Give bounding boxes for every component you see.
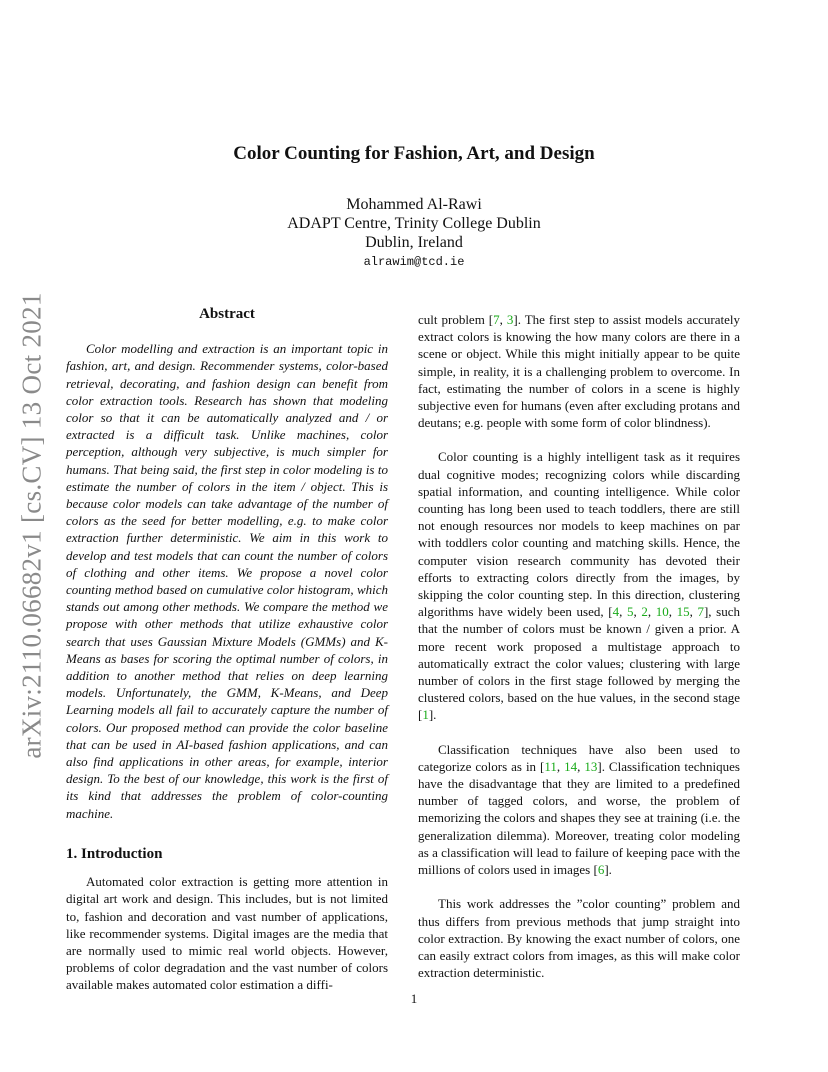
citation-link[interactable]: 11: [544, 758, 557, 774]
text-run: Color counting is a highly intelligent task as it requires dual cognitive modes; recognizing colors while discarding spatial information, and counting intelligence. While color counting has long been used to teach toddlers, there are still not enough resources nor models to keep machines on par with toddlers color counting and matching skills. Hence, the computer vision research community has devoted their efforts to extracting colors directly from the images, by skipping the color counting step. In this direction, clustering algorithms have widely been used, [: [418, 449, 740, 620]
abstract-heading: Abstract: [199, 306, 255, 322]
citation-link[interactable]: 5: [626, 604, 634, 620]
author-location: Dublin, Ireland: [365, 234, 463, 251]
text-run: ]. Classification techniques have the disadvantage that they are limited to a predefined number of tagged colors, and worse, the problem of memorizing the colors and shapes they see at training (i.e. the generalization dilemma). Moreover, treating color modeling as a classification will lead to failure of keeping pace with the millions of colors used in images [: [418, 758, 740, 878]
citation-link[interactable]: 3: [506, 312, 514, 327]
text-run: ].: [604, 862, 612, 878]
citation-link[interactable]: 10: [655, 604, 669, 620]
citation-link[interactable]: 13: [584, 758, 598, 774]
citation-separator: ,: [499, 312, 507, 327]
author-name: Mohammed Al-Rawi: [346, 196, 482, 213]
citation-link[interactable]: 4: [612, 604, 620, 620]
text-run: ]. The first step to assist models accurately extract colors is knowing the how many colors are there in a scene or object. While this might initially appear to be quite simple, in reality, it is a challenging problem to overcome. In fact, estimating the number of colors in a scene is highly subjective even for humans (even after excluding protans and deutans; e.g. people with some form of color blindness).: [418, 312, 741, 431]
arxiv-sidebar-identifier: [10, 290, 54, 760]
intro-paragraph-1-continued: [418, 311, 740, 431]
intro-paragraph-3: Classification techniques have also been used to categorize colors as in [11, 14, 13]. Classification techniques have the disadvantage that they are limited to a predefined number of tagged colors, and worse, the problem of memorizing the colors and shapes they see at training (i.e. the generalization dilemma). Moreover, treating color modeling as a classification will lead to failure of keeping pace with the millions of colors used in images [6].: [418, 741, 740, 878]
citation-link[interactable]: 7: [493, 312, 500, 327]
text-run: ], such that the number of colors must be known / given a prior. A more recent work proposed a multistage approach to automatically extract the color values; clustering with large number of colors in the first stage followed by merging the clustered colors, based on the hue values, in the second stage [: [418, 604, 740, 723]
text-run: Classification techniques have also been used to categorize colors as in [: [418, 741, 740, 774]
text-run: cult problem [: [418, 312, 494, 327]
text-run: ].: [428, 707, 437, 723]
intro-paragraph-4: This work addresses the ”color counting” problem and thus differs from previous methods that jump straight into color extraction. By knowing the exact number of colors, one can easily extract colors from images, as this will make color extraction deterministic.: [418, 896, 740, 981]
author-email[interactable]: alrawim@tcd.ie: [363, 255, 465, 269]
left-column: [66, 306, 388, 994]
author-affiliation: ADAPT Centre, Trinity College Dublin: [287, 215, 541, 232]
citation-link[interactable]: 14: [564, 758, 578, 774]
citation-link[interactable]: 15: [676, 604, 690, 620]
page-number: 1: [410, 991, 418, 1006]
citation-link[interactable]: 7: [697, 604, 704, 620]
right-column: [418, 311, 740, 981]
citation-link[interactable]: 1: [422, 707, 429, 723]
arxiv-id-text: arXiv:2110.06682v1 [cs.CV] 13 Oct 2021: [16, 291, 47, 759]
citation-link[interactable]: 2: [641, 604, 648, 620]
abstract-text: Color modelling and extraction is an important topic in fashion, art, and design. Recommender systems, color-based retrieval, decorating, and fashion design can benefit from color extraction tools. Research has shown that modeling color so that it can be automatically analyzed and / or extracted is a difficult task. Unlike machines, color perception, although very subjective, is much simpler for humans. That being said, the first step in color modeling is to estimate the number of colors in the item / object. This is because color models can take advantage of the number of colors as the seed for better modelling, e.g. to make color extraction further deterministic. We aim in this work to develop and test models that can count the number of colors of clothing and other items. We propose a novel color counting method based on cumulative color histogram, which stands out among other methods. We compare the method we propose with other methods that utilize exhaustive color search that uses Gaussian Mixture Models (GMMs) and K-Means as bases for scoring the optimal number of colors, in addition to another method that relies on deep learning models. Unfortunately, the GMM, K-Means, and Deep Learning models all fail to accurately capture the number of colors. Our proposed method can provide the color baseline that can be used in AI-based fashion applications, and can also find applications in other areas, for example, interior design. To the best of our knowledge, this work is the first of its kind that addresses the problem of color-counting machine.: [66, 341, 388, 821]
section-heading-introduction: 1. Introduction: [66, 845, 163, 862]
citation-link[interactable]: 6: [597, 862, 605, 878]
intro-paragraph-2: Color counting is a highly intelligent task as it requires dual cognitive modes; recognizing colors while discarding spatial information, and counting intelligence. While color counting has long been used to teach toddlers, there are still not enough resources nor models to keep machines on par with toddlers color counting and matching skills. Hence, the computer vision research community has devoted their efforts to extracting colors directly from the images, by skipping the color counting step. In this direction, clustering algorithms have widely been used, [4, 5, 2, 10, 15, 7], such that the number of colors must be known / given a prior. A more recent work proposed a multistage approach to automatically extract the color values; clustering with large number of colors in the first stage followed by merging the clustered colors, based on the hue values, in the second stage [1].: [418, 449, 740, 723]
intro-paragraph-1: Automated color extraction is getting more attention in digital art work and design. This includes, but is not limited to, fashion and decoration and vast number of applications, like recommender systems. Digital images are the media that are normally used to mimic real world objects. However, problems of color degradation and the vast number of colors available makes automated color estimation a diffi-: [66, 874, 388, 993]
paper-title: Color Counting for Fashion, Art, and Design: [233, 143, 595, 164]
